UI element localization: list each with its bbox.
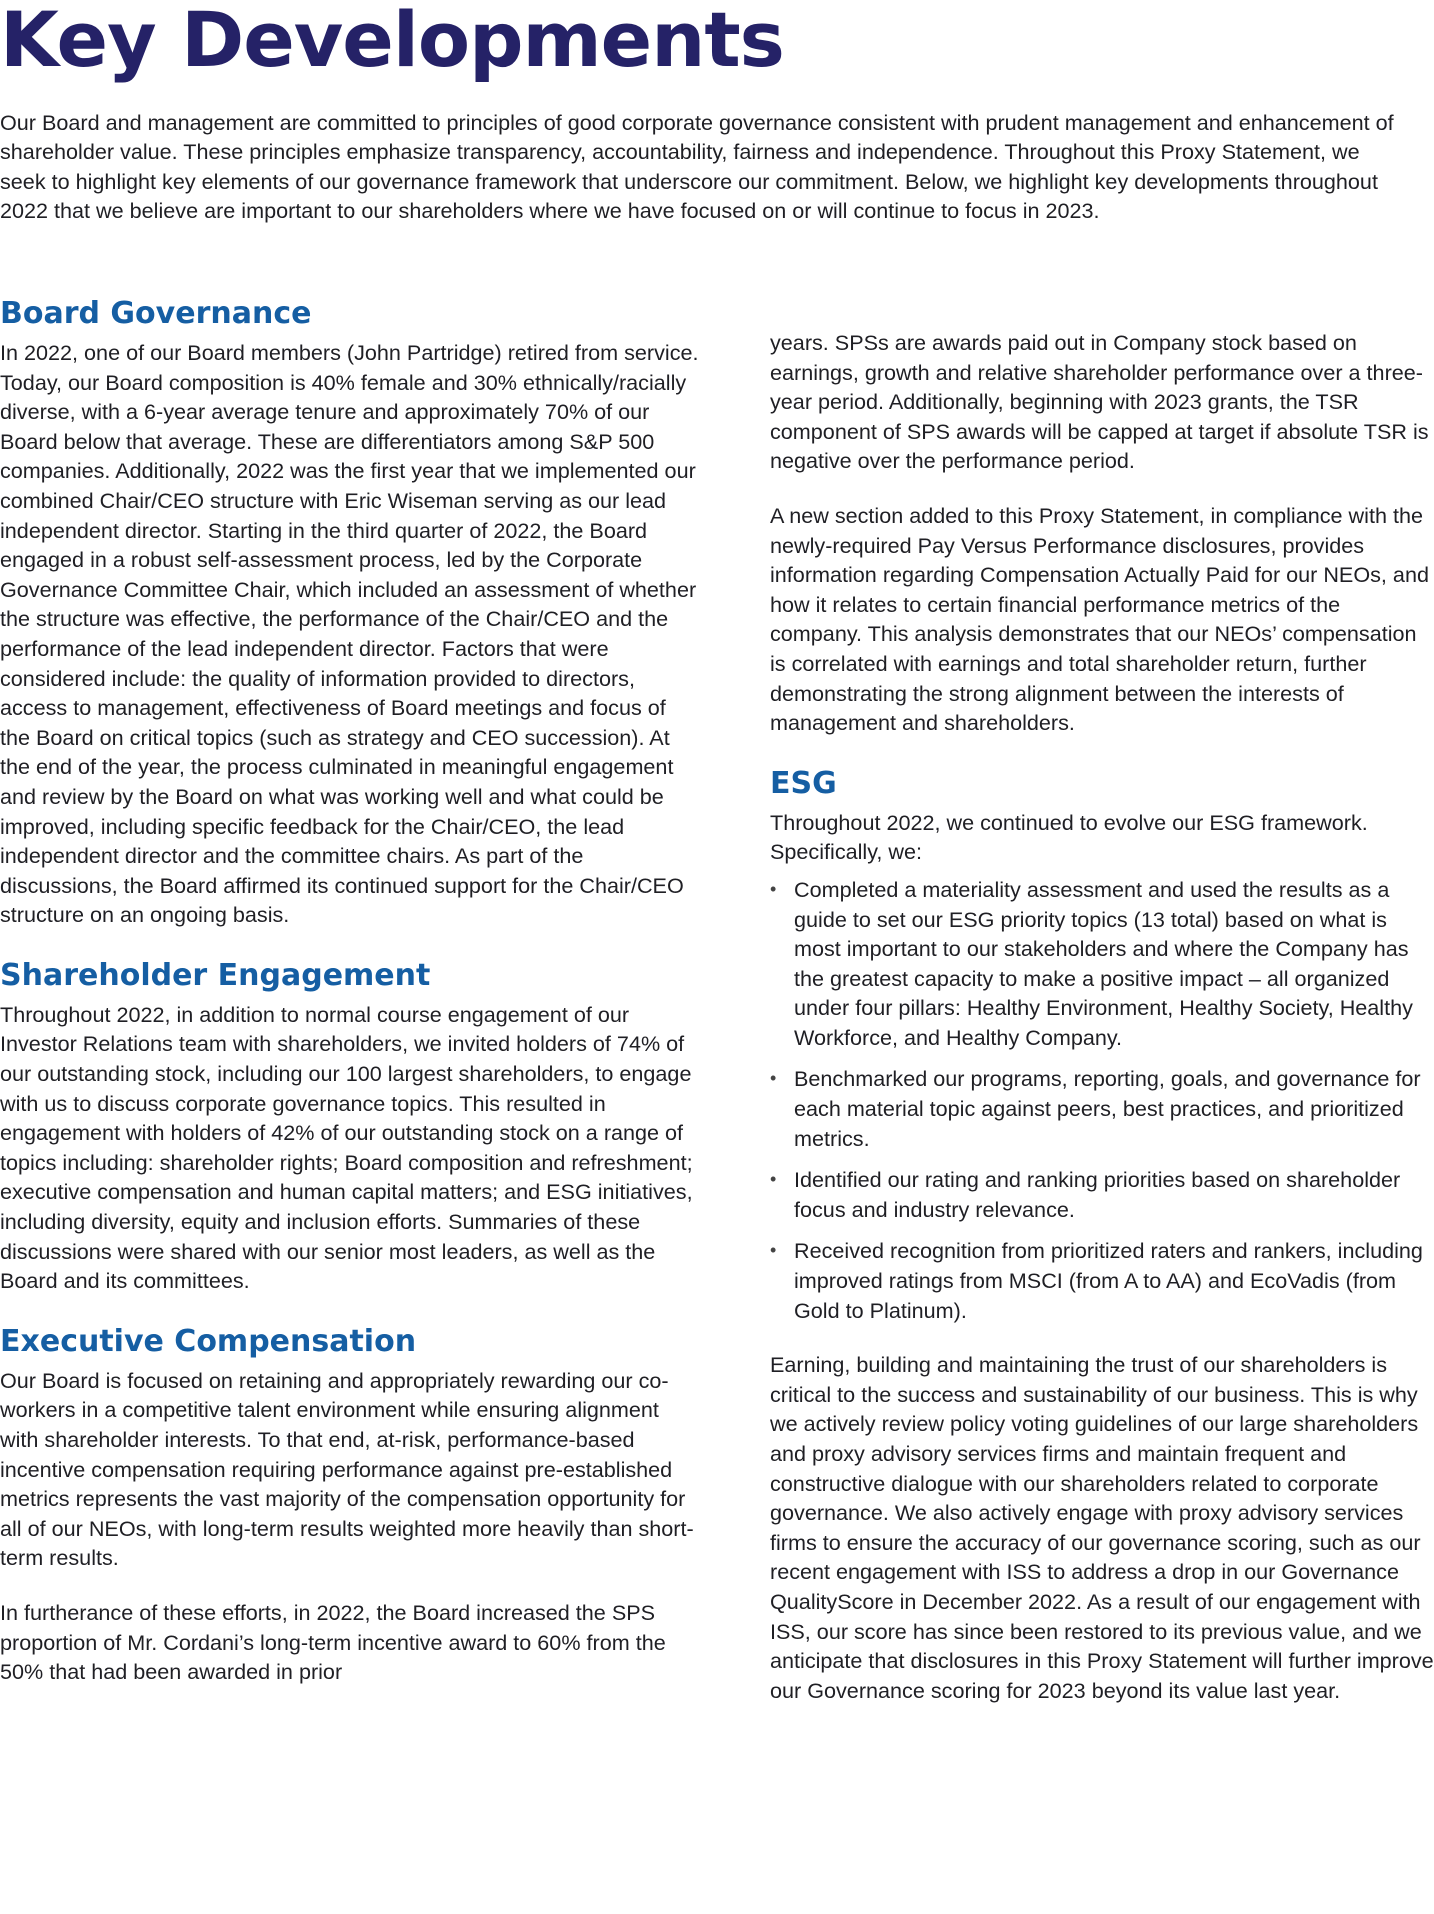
esg-bullet-text: Benchmarked our programs, reporting, goals, and governance for each material topic against peers, best practices, and prioritized metrics.	[794, 1066, 1421, 1151]
esg-bullet-text: Identified our rating and ranking priorities based on shareholder focus and industry relevance.	[794, 1167, 1401, 1222]
esg-bullet-item	[770, 1236, 1434, 1325]
board-governance-heading: Board Governance	[0, 296, 312, 331]
bullet-icon: •	[770, 878, 777, 899]
executive-compensation-para-3: A new section added to this Proxy Statement, in compliance with the newly-required Pay Versus Performance disclosures, provides information regarding Compensation Actually Paid for our NEOs, and how it relates to certain financial performance metrics of the company. This analysis demonstrates that our NEOs’ compensation is correlated with earnings and total shareholder return, further demonstrating the strong alignment between the interests of management and shareholders.	[770, 502, 1429, 736]
executive-compensation-heading: Executive Compensation	[0, 1323, 417, 1359]
esg-bullet-text: Received recognition from prioritized raters and rankers, including improved ratings from MSCI (from A to AA) and EcoVadis (from Gold to Platinum).	[794, 1238, 1423, 1323]
intro-paragraph: Our Board and management are committed to principles of good corporate governance consistent with prudent management and enhancement of shareholder value. These principles emphasize transparency, accountability, fairness and independence. Throughout this Proxy Statement, we seek to highlight key elements of our governance framework that underscore our commitment. Below, we highlight key developments throughout 2022 that we believe are important to our shareholders where we have focused on or will continue to focus in 2023.	[0, 110, 1394, 223]
shareholder-engagement-section	[0, 958, 700, 1296]
page-title: Key Developments	[0, 0, 784, 84]
board-governance-text: In 2022, one of our Board members (John Partridge) retired from service. Today, our Board composition is 40% female and 30% ethnically/racially diverse, with a 6-year average tenure and approximately 70% of our Board below that average. These are differentiators among S&P 500 companies. Additionally, 2022 was the first year that we implemented our combined Chair/CEO structure with Eric Wiseman serving as our lead independent director. Starting in the third quarter of 2022, the Board engaged in a robust self-assessment process, led by the Corporate Governance Committee Chair, which included an assessment of whether the structure was effective, the performance of the Chair/CEO and the performance of the lead independent director. Factors that were considered include: the quality of information provided to directors, access to management, effectiveness of Board meetings and focus of the Board on critical topics (such as strategy and CEO succession). At the end of the year, the process culminated in meaningful engagement and review by the Board on what was working well and what could be improved, including specific feedback for the Chair/CEO, the lead independent director and the committee chairs. As part of the discussions, the Board affirmed its continued support for the Chair/CEO structure on an ongoing basis.	[0, 340, 699, 928]
shareholder-engagement-text: Throughout 2022, in addition to normal course engagement of our Investor Relations team with shareholders, we invited holders of 74% of our outstanding stock, including our 100 largest shareholders, to engage with us to discuss corporate governance topics. This resulted in engagement with holders of 42% of our outstanding stock on a range of topics including: shareholder rights; Board composition and refreshment; executive compensation and human capital matters; and ESG initiatives, including diversity, equity and inclusion efforts. Summaries of these discussions were shared with our senior most leaders, as well as the Board and its committees.	[0, 1001, 693, 1294]
right-column	[770, 328, 1434, 1705]
esg-bullet-list	[770, 875, 1434, 1325]
executive-compensation-para-2-continued: years. SPSs are awards paid out in Company stock based on earnings, growth and relative shareholder performance over a three-year period. Additionally, beginning with 2023 grants, the TSR component of SPS awards will be capped at target if absolute TSR is negative over the performance period.	[770, 330, 1429, 474]
executive-compensation-section	[0, 1324, 700, 1687]
left-column	[0, 296, 700, 1687]
board-governance-section	[0, 296, 700, 930]
esg-bullet-item	[770, 875, 1434, 1053]
esg-closing-paragraph: Earning, building and maintaining the trust of our shareholders is critical to the success and sustainability of our business. This is why we actively review policy voting guidelines of our large shareholders and proxy advisory services firms and maintain frequent and constructive dialogue with our shareholders related to corporate governance. We also actively engage with proxy advisory services firms to ensure the accuracy of our governance scoring, such as our recent engagement with ISS to address a drop in our Governance QualityScore in December 2022. As a result of our engagement with ISS, our score has since been restored to its previous value, and we anticipate that disclosures in this Proxy Statement will further improve our Governance scoring for 2023 beyond its value last year.	[770, 1352, 1434, 1703]
esg-bullet-item	[770, 1165, 1434, 1224]
esg-intro: Throughout 2022, we continued to evolve our ESG framework. Specifically, we:	[770, 809, 1368, 865]
bullet-icon: •	[770, 1068, 777, 1089]
esg-bullet-text: Completed a materiality assessment and used the results as a guide to set our ESG priority topics (13 total) based on what is most important to our stakeholders and where the Company has the greatest capacity to make a positive impact – all organized under four pillars: Healthy Environment, Healthy Society, Healthy Workforce, and Healthy Company.	[794, 876, 1413, 1050]
bullet-icon: •	[770, 1240, 777, 1261]
executive-compensation-para-2: In furtherance of these efforts, in 2022, the Board increased the SPS proportion of Mr. Cordani’s long-term incentive award to 60% from the 50% that had been awarded in prior	[0, 1599, 666, 1685]
shareholder-engagement-heading: Shareholder Engagement	[0, 957, 431, 993]
esg-bullet-item	[770, 1064, 1434, 1153]
executive-compensation-para-1: Our Board is focused on retaining and appropriately rewarding our co-workers in a competitive talent environment while ensuring alignment with shareholder interests. To that end, at-risk, performance-based incentive compensation requiring performance against pre-established metrics represents the vast majority of the compensation opportunity for all of our NEOs, with long-term results weighted more heavily than short-term results.	[0, 1367, 694, 1571]
bullet-icon: •	[770, 1169, 777, 1190]
esg-section	[770, 766, 1434, 1706]
esg-heading: ESG	[770, 765, 837, 801]
